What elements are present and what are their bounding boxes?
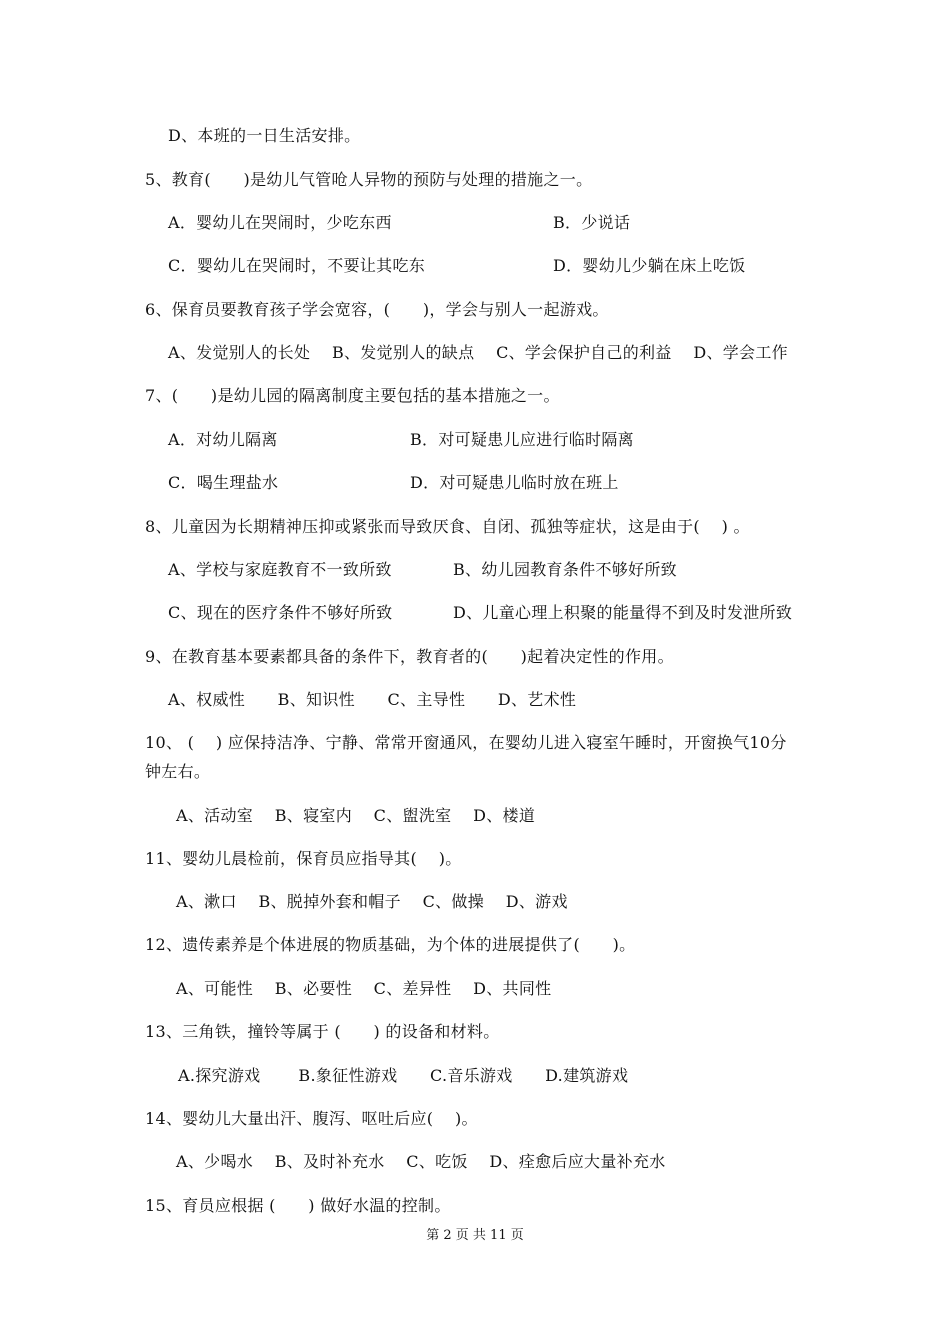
question-10-options: A、活动室 B、寝室内 C、盥洗室 D、楼道 bbox=[176, 806, 536, 825]
question-15: 15、育员应根据 ( ) 做好水温的控制。 bbox=[145, 1196, 451, 1215]
page-footer: 第 2 页 共 11 页 bbox=[426, 1228, 524, 1243]
question-13: 13、三角铁，撞铃等属于 ( ) 的设备和材料。 bbox=[145, 1022, 500, 1041]
question-11: 11、婴幼儿晨检前，保育员应指导其( )。 bbox=[145, 849, 462, 868]
question-8-option-a: A、学校与家庭教育不一致所致 bbox=[168, 560, 392, 579]
question-12: 12、遗传素养是个体进展的物质基础，为个体的进展提供了( )。 bbox=[145, 935, 636, 954]
question-6-options: A、发觉别人的长处 B、发觉别人的缺点 C、学会保护自己的利益 D、学会工作 bbox=[168, 343, 788, 362]
question-13-options: A.探究游戏 B.象征性游戏 C.音乐游戏 D.建筑游戏 bbox=[178, 1066, 629, 1085]
question-8-option-b: B、幼儿园教育条件不够好所致 bbox=[453, 560, 677, 579]
question-12-options: A、可能性 B、必要性 C、差异性 D、共同性 bbox=[176, 979, 552, 998]
question-5-option-c: C．婴幼儿在哭闹时，不要让其吃东 bbox=[168, 256, 426, 275]
question-14-options: A、少喝水 B、及时补充水 C、吃饭 D、痊愈后应大量补充水 bbox=[176, 1152, 666, 1171]
question-5-option-d: D．婴幼儿少躺在床上吃饭 bbox=[553, 256, 746, 275]
question-10-line-2: 钟左右。 bbox=[145, 762, 211, 781]
question-8-option-c: C、现在的医疗条件不够好所致 bbox=[168, 603, 393, 622]
question-9-options: A、权威性 B、知识性 C、主导性 D、艺术性 bbox=[168, 690, 577, 709]
question-6: 6、保育员要教育孩子学会宽容，( )，学会与别人一起游戏。 bbox=[145, 300, 609, 319]
question-7-option-a: A．对幼儿隔离 bbox=[168, 430, 278, 449]
question-11-options: A、漱口 B、脱掉外套和帽子 C、做操 D、游戏 bbox=[176, 892, 568, 911]
question-7-option-b: B．对可疑患儿应进行临时隔离 bbox=[410, 430, 634, 449]
question-14: 14、婴幼儿大量出汗、腹泻、呕吐后应( )。 bbox=[145, 1109, 478, 1128]
question-10-line-1: 10、 ( ) 应保持洁净、宁静、常常开窗通风，在婴幼儿进入寝室午睡时，开窗换气10分 bbox=[145, 733, 787, 752]
question-7-option-c: C．喝生理盐水 bbox=[168, 473, 279, 492]
question-8-option-d: D、儿童心理上积聚的能量得不到及时发泄所致 bbox=[453, 603, 793, 622]
question-5: 5、教育( )是幼儿气管呛人异物的预防与处理的措施之一。 bbox=[145, 170, 593, 189]
question-8: 8、儿童因为长期精神压抑或紧张而导致厌食、自闭、孤独等症状，这是由于( ) 。 bbox=[145, 517, 750, 536]
question-7: 7、( )是幼儿园的隔离制度主要包括的基本措施之一。 bbox=[145, 386, 560, 405]
question-5-option-a: A．婴幼儿在哭闹时，少吃东西 bbox=[168, 213, 392, 232]
question-7-option-d: D．对可疑患儿临时放在班上 bbox=[410, 473, 619, 492]
question-9: 9、在教育基本要素都具备的条件下，教育者的( )起着决定性的作用。 bbox=[145, 647, 674, 666]
question-4-option-d: D、本班的一日生活安排。 bbox=[168, 126, 361, 145]
question-5-option-b: B．少说话 bbox=[553, 213, 631, 232]
